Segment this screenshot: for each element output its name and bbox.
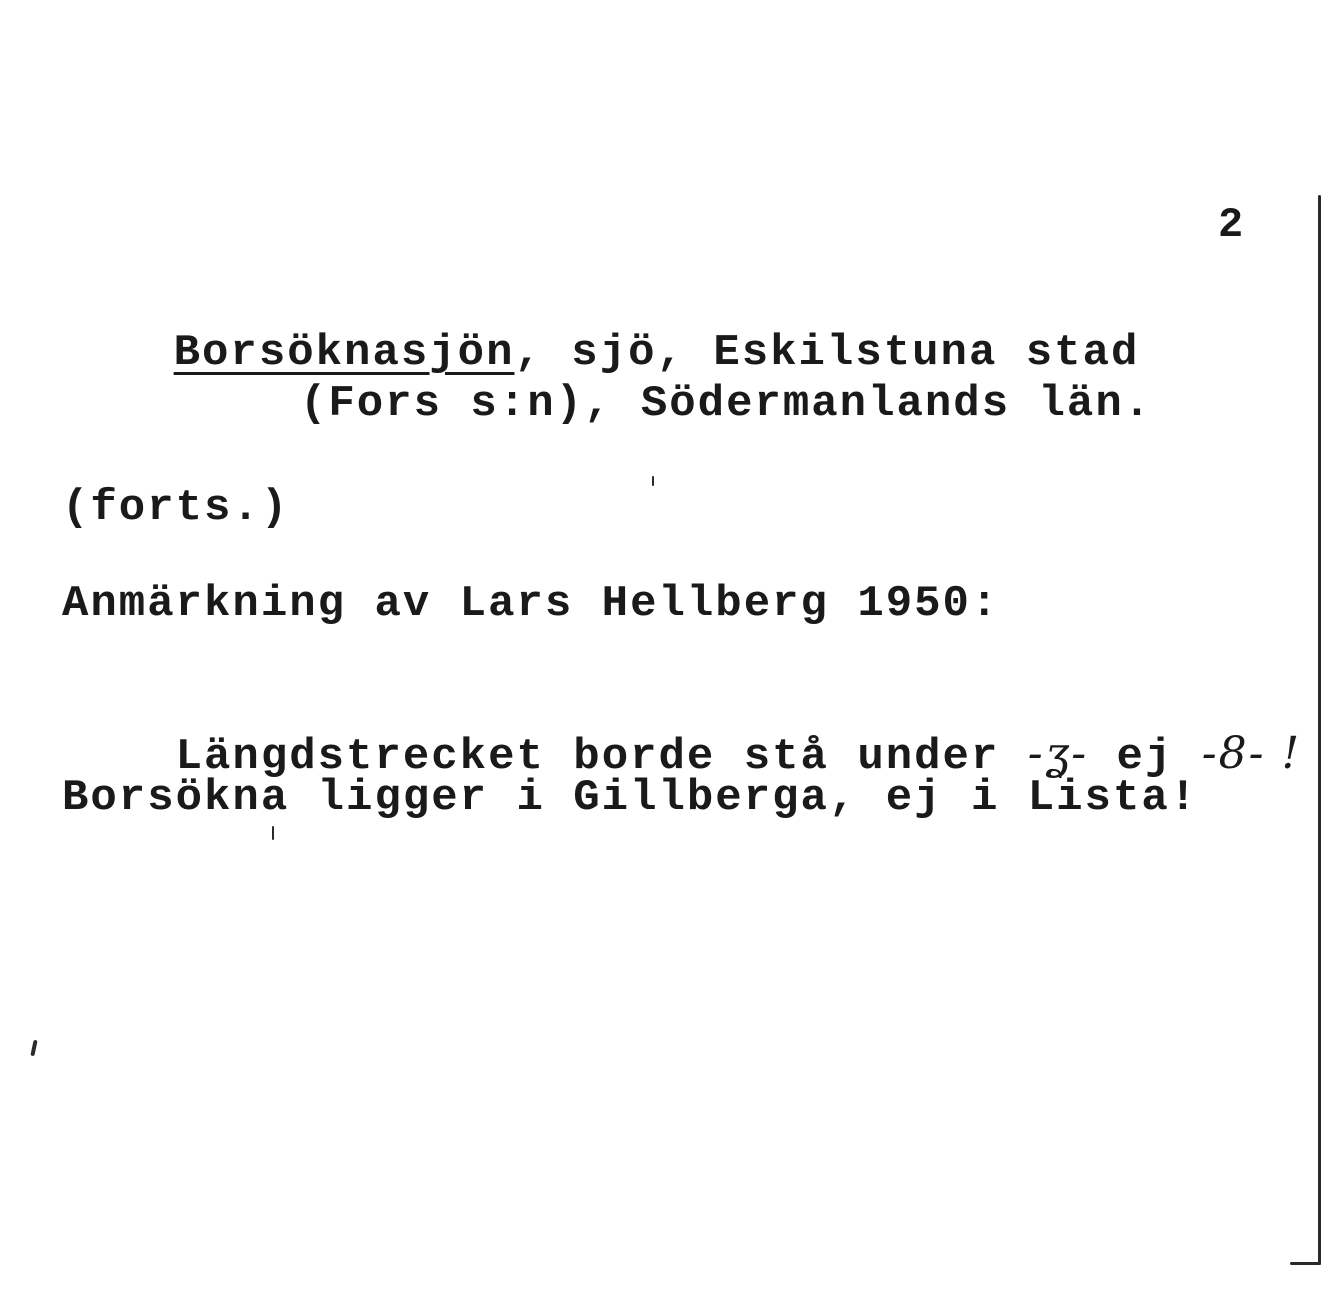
ink-speck bbox=[652, 476, 654, 486]
annotation-heading: Anmärkning av Lars Hellberg 1950: bbox=[62, 579, 1000, 629]
entry-line-2: (Fors s:n), Södermanlands län. bbox=[300, 379, 1153, 429]
card-edge-corner bbox=[1290, 1262, 1321, 1265]
handwritten-mark-2: -8- bbox=[1201, 728, 1266, 779]
annotation-line-2: Borsökna ligger i Gillberga, ej i Lista! bbox=[62, 773, 1199, 823]
handwritten-mark-1: -ʓ- bbox=[1027, 728, 1089, 779]
card-edge-right bbox=[1318, 195, 1321, 1265]
headword: Borsöknasjön bbox=[173, 328, 515, 378]
ink-speck bbox=[272, 826, 274, 840]
annotation-text: Längdstrecket borde stå under bbox=[175, 732, 1028, 782]
ink-speck bbox=[30, 1040, 37, 1056]
handwritten-exclamation: ! bbox=[1265, 728, 1302, 779]
entry-type-location: , sjö, Eskilstuna stad bbox=[514, 328, 1140, 378]
continuation-note: (forts.) bbox=[62, 483, 290, 533]
card-number: 2 bbox=[1218, 201, 1244, 249]
annotation-text-ej: ej bbox=[1088, 732, 1202, 782]
